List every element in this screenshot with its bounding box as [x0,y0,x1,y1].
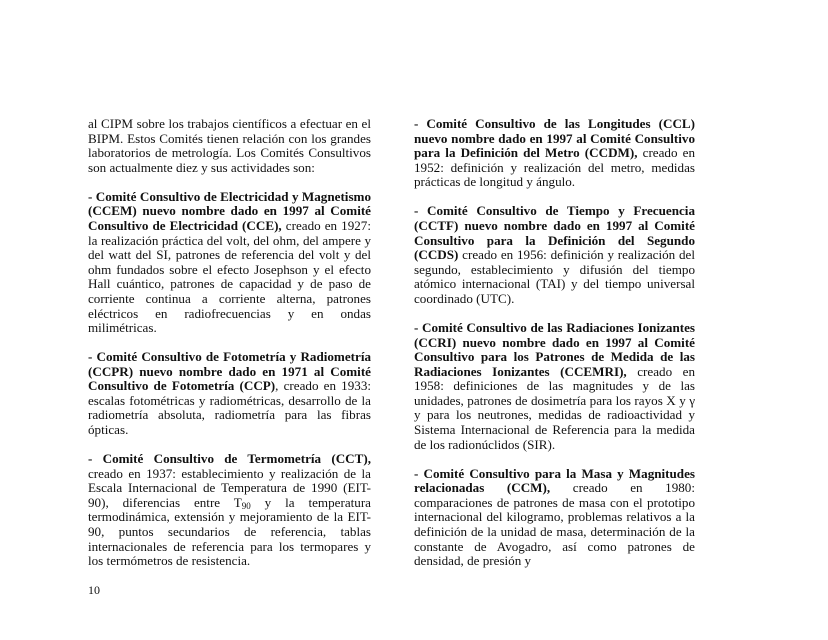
body-text: y la temperatura termodinámica, extensión y mejoramiento de la EIT-90, puntos secundarios de referencia, tablas internacionales de referencia para los termopares y los termómetros de resistencia. [88,494,371,569]
left-column [88,117,371,569]
bold-text: - Comité Consultivo de las Radiaciones Ionizantes (CCRI) nuevo nombre dado en 1997 al Comité Consultivo para los Patrones de Medida de las Radiaciones Ionizantes (CCEMRI), [414,319,695,379]
bold-text: - Comité Consultivo de Termometría (CCT), [88,451,371,467]
body-text: creado en 1980: comparaciones de patrones de masa con el prototipo internacional del kilogramo, problemas relativos a la definición de la unidad de masa, determinación de la constante de Avogadro, así como patrones de densidad, de presión y [414,480,695,569]
body-text: creado en 1927: la realización práctica del volt, del ohm, del ampere y del watt del SI, patrones de referencia del volt y del ohm fundados sobre el efecto Josephson y el efecto Hall cuántico, patrones de capacidad y de paso de corriente continua a corriente alterna, patrones eléctricos en radiofrecuencias y en ondas milimétricas. [88,217,371,336]
left-page-area [88,117,371,597]
body-text: creado en 1958: definiciones de las magnitudes y de las unidades, patrones de dosimetría para los rayos X y γ y para los neutrones, medidas de radioactividad y Sistema Internacional de Referencia para la medida de los radionúclidos (SIR). [414,363,695,452]
bold-text: - Comité Consultivo de Tiempo y Frecuencia (CCTF) nuevo nombre dado en 1997 al Comité Consultivo para la Definición del Segundo (CCDS) [414,203,695,263]
bold-text: - Comité Consultivo de Fotometría y Radiometría (CCPR) nuevo nombre dado en 1971 al Comité Consultivo de Fotometría (CCP) [88,349,371,394]
paragraph [414,321,695,452]
body-text: , creado en 1933: escalas fotométricas y radiométricas, desarrollo de la radiometría absoluta, radiometría para las fibras ópticas. [88,378,372,438]
paragraph [414,467,695,569]
paragraph [414,204,695,306]
body-text: creado en 1937: establecimiento y realización de la Escala Internacional de Temperatura de 1990 (EIT-90), diferencias entre T [88,465,371,510]
bold-text: - Comité Consultivo de Electricidad y Magnetismo (CCEM) nuevo nombre dado en 1997 al Comité Consultivo de Electricidad (CCE), [88,188,371,233]
body-text: creado en 1952: definición y realización del metro, medidas prácticas de longitud y ángulo. [414,145,695,190]
paragraph [88,350,371,438]
paragraph [88,452,371,569]
bold-text: - Comité Consultivo para la Masa y Magnitudes relacionadas (CCM), [414,465,695,496]
paragraph [88,117,371,175]
paragraph [88,190,371,336]
body-text: al CIPM sobre los trabajos científicos a efectuar en el BIPM. Estos Comités tienen relación con los grandes laboratorios de metrología. Los Comités Consultivos son actualmente diez y sus actividades son: [88,116,371,175]
paragraph [414,117,695,190]
body-text: creado en 1956: definición y realización del segundo, establecimiento y difusión del tiempo atómico internacional (TAI) y del tiempo universal coordinado (UTC). [414,247,695,306]
page-number: 10 [88,583,100,598]
subscript: 90 [241,500,251,511]
right-column [414,117,695,583]
bold-text: - Comité Consultivo de las Longitudes (CCL) nuevo nombre dado en 1997 al Comité Consultivo para la Definición del Metro (CCDM), [414,116,695,161]
